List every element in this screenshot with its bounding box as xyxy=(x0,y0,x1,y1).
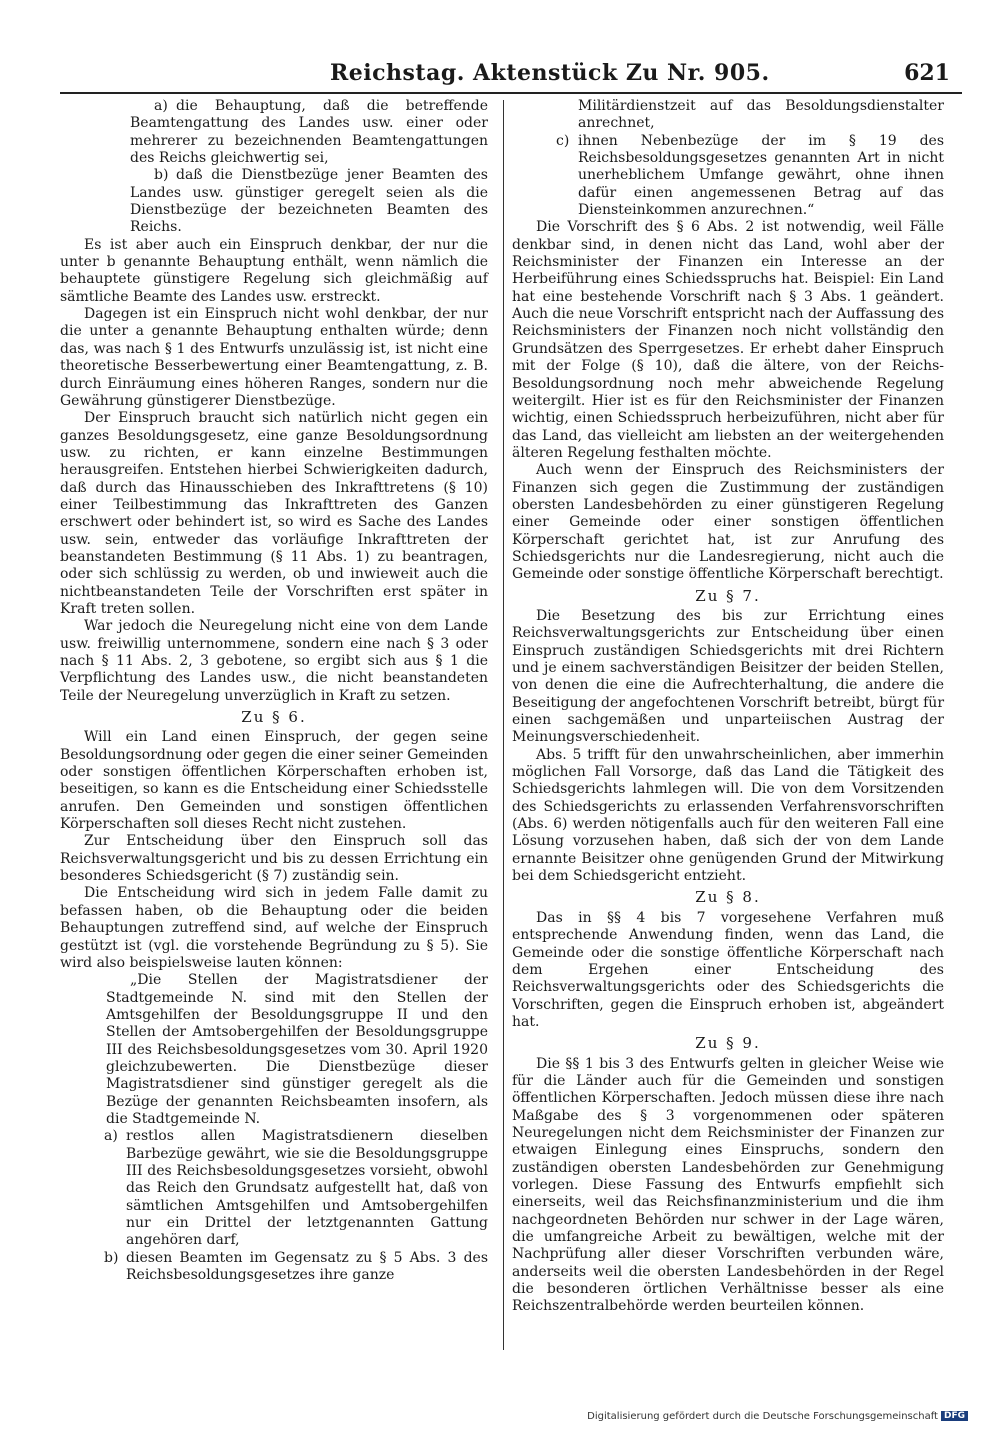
quotation: „Die Stellen der Magistratsdiener der Stadtgemeinde N. sind mit den Stellen der Amtsgehilfen der Besoldungsgruppe II und den Stellen der Amtsobergehilfen der Besoldungsgruppe III des Reichsbesoldungsgesetzes vom 30. April 1920 gleichzubewerten. Die Dienstbezüge dieser Magistratsdiener sind günstiger geregelt als die Bezüge der genannten Reichsbeamten insofern, als die Stadtgemeinde N. xyxy=(106,972,488,1127)
paragraph: Die §§ 1 bis 3 des Entwurfs gelten in gleicher Weise wie für die Länder auch für die Gemeinden und sonstigen öffentlichen Körperschaften. Jedoch müssen diese ihre nach Maßgabe des § 3 vorgenommenen oder späteren Neuregelungen nicht dem Reichsminister der Finanzen zur etwaigen Einlegung eines Einspruchs, sondern den zuständigen obersten Landesbehörden zur Genehmigung vorlegen. Diese Fassung des Entwurfs empfiehlt sich einerseits, weil das Reichsfinanzministerium und die ihm nachgeordneten Behörden nur schwer in der Lage wären, die umfangreiche Arbeit zu bewältigen, welche mit der Nachprüfung aller dieser Vorschriften verbunden wäre, anderseits weil die obersten Landesbehörden in der Regel die besonderen örtlichen Verhältnisse besser als eine Reichszentralbehörde werden beurteilen können. xyxy=(512,1055,944,1315)
list-item-text: diesen Beamten im Gegensatz zu § 5 Abs. 3 des Reichsbesoldungsgesetzes ihre ganze xyxy=(126,1249,488,1284)
paragraph: Die Besetzung des bis zur Errichtung eines Reichsverwaltungsgerichts zur Entscheidung über einen Einspruch zuständigen Schiedsgerichts mit drei Richtern und je einem sachverständigen Beisitzer der beiden Stellen, von denen die eine die Aufrechterhaltung, die andere die Beseitigung der angefochtenen Vorschrift betreibt, bürgt für einen sachgemäßen und unparteiischen Austrag der Meinungsverschiedenheit. xyxy=(512,607,945,746)
quote-item-b-continuation: Militärdienstzeit auf das Besoldungsdienstalter anrechnet, xyxy=(578,98,944,132)
paragraph: Die Entscheidung wird sich in jedem Falle damit zu befassen haben, ob die Behauptung oder die beiden Behauptungen zutreffend sind, auf welche der Einspruch gestützt ist (vgl. die vorstehende Begründung zu § 5). Sie wird also beispielsweise lauten können: xyxy=(60,885,488,971)
section-heading-7: Zu § 7. xyxy=(695,586,761,605)
left-column xyxy=(60,98,488,1284)
paragraph: War jedoch die Neuregelung nicht eine von dem Lande usw. freiwillig unternommene, sondern eine nach § 3 oder nach § 11 Abs. 2, 3 gebotene, so ergibt sich aus § 1 die Verpflichtung des Landes usw., die nicht beanstandeten Teile der Neuregelung unverzüglich in Kraft zu setzen. xyxy=(60,618,488,704)
list-marker: b) xyxy=(154,167,169,184)
list-item-text: restlos allen Magistratsdienern dieselben Barbezüge gewährt, wie sie die Besoldungsgruppe III des Reichsbesoldungsgesetzes vorsieht, obwohl das Reich den Grundsatz aufgestellt hat, daß von sämtlichen Amtsgehilfen und Amtsobergehilfen nur ein Drittel der letztgenannten Gattung angehören darf, xyxy=(126,1128,488,1249)
header-rule xyxy=(60,92,962,94)
paragraph: Auch wenn der Einspruch des Reichsministers der Finanzen sich gegen die Zustimmung der zuständigen obersten Landesbehörden zu einer günstigeren Regelung einer Gemeinde oder einer sonstigen öffentlichen Körperschaft gerichtet hat, ist zur Anrufung des Schiedsgerichts nur die Landesregierung, nicht auch die Gemeinde oder sonstige öffentliche Körperschaft berechtigt. xyxy=(512,462,944,583)
list-item-a xyxy=(60,98,488,167)
column-divider xyxy=(503,100,504,1350)
quote-item-a xyxy=(60,1128,488,1249)
digitization-credit xyxy=(587,1411,968,1422)
list-item-text: die Behauptung, daß die betreffende Beamtengattung des Landes usw. einer oder mehrerer zu bezeichnenden Beamtengattungen des Reichs gleichwertig sei, xyxy=(130,98,488,167)
page-header xyxy=(330,60,950,86)
dfg-logo: DFG xyxy=(941,1411,968,1421)
list-marker: b) xyxy=(104,1249,119,1266)
paragraph: Es ist aber auch ein Einspruch denkbar, der nur die unter b genannte Behauptung enthält, wenn nämlich die behauptete günstigere Regelung sich gleichmäßig auf sämtliche Beamte des Landes usw. erstreckt. xyxy=(60,236,488,305)
section-heading-8: Zu § 8. xyxy=(695,888,761,907)
header-title: Reichstag. Aktenstück Zu Nr. 905. xyxy=(330,60,770,86)
list-marker: a) xyxy=(104,1128,118,1145)
paragraph: Dagegen ist ein Einspruch nicht wohl denkbar, der nur die unter a genannte Behauptung enthalten würde; denn das, was nach § 1 des Entwurfs unzulässig ist, ist nicht eine theoretische Besserbewertung einer Beamtengattung, z. B. durch Einräumung eines höheren Ranges, sondern nur die Gewährung günstigerer Dienstbezüge. xyxy=(60,306,488,409)
quote-item-c xyxy=(512,133,944,220)
list-item-text: daß die Dienstbezüge jener Beamten des Landes usw. günstiger geregelt seien als die Dienstbezüge der bezeichneten Beamten des Reichs. xyxy=(130,167,488,236)
paragraph: Das in §§ 4 bis 7 vorgesehene Verfahren muß entsprechende Anwendung finden, wenn das Land, die Gemeinde oder die sonstige öffentliche Körperschaft nach dem Ergehen einer Entscheidung des Reichsverwaltungsgerichts oder des Schiedsgerichts die Vorschriften, gegen die Einspruch erhoben ist, abgeändert hat. xyxy=(512,909,944,1030)
page-number: 621 xyxy=(904,60,950,86)
paragraph: Zur Entscheidung über den Einspruch soll das Reichsverwaltungsgericht und bis zu dessen Errichtung ein besonderes Schiedsgericht (§ 7) zuständig sein. xyxy=(60,833,488,885)
list-item-b xyxy=(60,167,488,236)
list-marker: a) xyxy=(154,98,168,114)
quote-item-b xyxy=(60,1250,488,1285)
paragraph: Die Vorschrift des § 6 Abs. 2 ist notwendig, weil Fälle denkbar sind, in denen nicht das Land, wohl aber der Reichsminister der Finanzen ein Interesse an der Herbeiführung eines Schiedsspruchs hat. Beispiel: Ein Land hat eine bestehende Vorschrift nach § 3 Abs. 1 geändert. Auch die neue Vorschrift entspricht nach der Auffassung des Reichsministers der Finanzen noch nicht vollständig den Grundsätzen des Sperrgesetzes. Er erhebt daher Einspruch mit der Folge (§ 10), daß die ältere, von der Reichs-Besoldungsordnung noch mehr abweichende Regelung weitergilt. Hier ist es für den Reichsminister der Finanzen wichtig, einen Schiedsspruch herbeizuführen, nicht aber für das Land, das vielleicht am liebsten an der weitergehenden älteren Regelung festhalten möchte. xyxy=(512,219,944,461)
right-column xyxy=(512,98,944,1316)
list-item-text: ihnen Nebenbezüge der im § 19 des Reichsbesoldungsgesetzes genannten Art in nicht unerheblichem Umfange gewährt, ohne ihnen dafür einen angemessenen Betrag auf das Diensteinkommen anzurechnen.“ xyxy=(578,132,944,219)
section-heading-6: Zu § 6. xyxy=(241,708,307,727)
credit-text: Digitalisierung gefördert durch die Deutsche Forschungsgemeinschaft xyxy=(587,1411,938,1422)
paragraph: Der Einspruch braucht sich natürlich nicht gegen ein ganzes Besoldungsgesetz, eine ganze Besoldungsordnung usw. zu richten, er kann einzelne Bestimmungen herausgreifen. Entstehen hierbei Schwierigkeiten dadurch, daß durch das Hinausschieben des Inkrafttretens (§ 10) einer Teilbestimmung das Inkrafttreten des Ganzen erschwert oder behindert ist, so wird es Sache des Landes usw. sein, entweder das vorläufige Inkrafttreten der beanstandeten Bestimmung (§ 11 Abs. 1) zu beantragen, oder sich schlüssig zu werden, ob und inwieweit auch die nichtbeanstandeten Teile der Vorschriften erst später in Kraft treten sollen. xyxy=(60,410,488,617)
paragraph: Abs. 5 trifft für den unwahrscheinlichen, aber immerhin möglichen Fall Vorsorge, daß das Land die Tätigkeit des Schiedsgerichts lahmlegen will. Die von dem Vorsitzenden des Schiedsgerichts zu erlassenden Verfahrensvorschriften (Abs. 6) werden nötigenfalls auch für den weiteren Fall eine Lösung vorzusehen haben, daß sich der von dem Lande ernannte Beisitzer ohne genügenden Grund der Mitwirkung bei dem Schiedsgericht entzieht. xyxy=(512,746,944,885)
section-heading-9: Zu § 9. xyxy=(695,1034,761,1053)
paragraph: Will ein Land einen Einspruch, der gegen seine Besoldungsordnung oder gegen die einer seiner Gemeinden oder sonstigen öffentlichen Körperschaften erhoben ist, beseitigen, so kann es die Entscheidung einer Schiedsstelle anrufen. Den Gemeinden und sonstigen öffentlichen Körperschaften soll dieses Recht nicht zustehen. xyxy=(60,729,488,833)
list-marker: c) xyxy=(556,132,570,149)
